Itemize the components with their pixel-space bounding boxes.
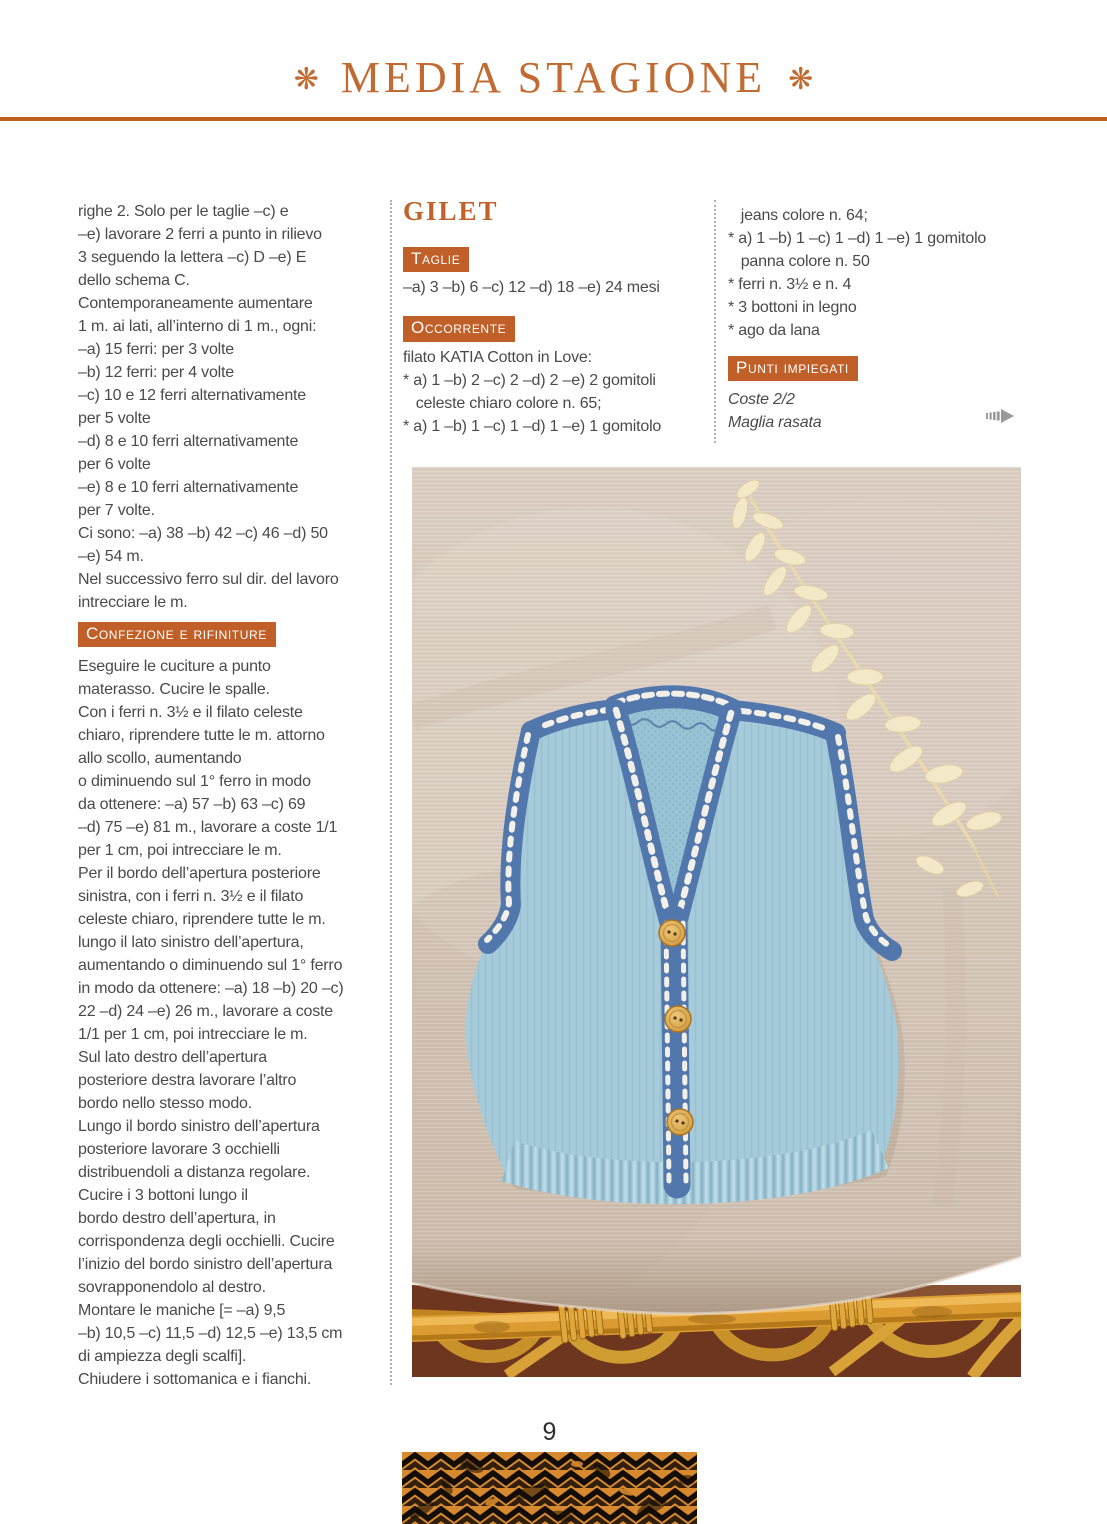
text-line: Montare le maniche [= –a) 9,5 — [78, 1302, 286, 1320]
text-line: –b) 12 ferri: per 4 volte — [78, 364, 234, 381]
text-line: allo scollo, aumentando — [78, 750, 242, 768]
wooden-button — [667, 1109, 693, 1135]
instructions-paragraph — [78, 200, 390, 614]
text-line: Nel successivo ferro sul dir. del lavoro — [78, 571, 339, 588]
text-line: righe 2. Solo per le taglie –c) e — [78, 203, 289, 220]
text-line: 22 –d) 24 –e) 26 m., lavorare a coste — [78, 1003, 333, 1021]
text-line: * a) 1 –b) 2 –c) 2 –d) 2 –e) 2 gomitoli — [403, 371, 656, 389]
text-line: sovrapponendolo al destro. — [78, 1279, 266, 1297]
text-line: Con i ferri n. 3½ e il filato celeste — [78, 704, 303, 722]
finishing-paragraph — [78, 655, 390, 1391]
text-line: Lungo il bordo sinistro dell’apertura — [78, 1118, 320, 1136]
text-line: Chiudere i sottomanica e i fianchi. — [78, 1371, 312, 1389]
wooden-button — [659, 920, 685, 946]
section-tag-occorrente: Occorrente — [403, 316, 515, 341]
text-line: * ago da lana — [728, 322, 820, 339]
stitches-list — [728, 388, 1028, 434]
text-line: jeans colore n. 64; — [728, 207, 868, 224]
middle-column — [403, 196, 708, 438]
text-line: celeste chiaro colore n. 65; — [403, 394, 602, 412]
text-line: –e) lavorare 2 ferri a punto in rilievo — [78, 226, 322, 243]
materials-list — [403, 346, 708, 438]
pattern-title: GILET — [403, 196, 499, 226]
text-line: 1 m. ai lati, all’interno di 1 m., ogni: — [78, 318, 317, 335]
text-line: * ferri n. 3½ e n. 4 — [728, 276, 852, 293]
text-line: –d) 75 –e) 81 m., lavorare a coste 1/1 — [78, 819, 338, 837]
page-title: MEDIA STAGIONE — [340, 53, 767, 102]
text-line: Cucire i 3 bottoni lungo il — [78, 1187, 248, 1205]
text-line: lungo il lato sinistro dell’apertura, — [78, 934, 304, 952]
text-line: Maglia rasata — [728, 414, 822, 432]
text-line: distribuendoli a distanza regolare. — [78, 1164, 311, 1182]
vest-photo — [412, 467, 1021, 1377]
section-tag-confezione: Confezione e rifiniture — [78, 622, 276, 647]
right-column — [728, 198, 1028, 434]
text-line: * 3 bottoni in legno — [728, 299, 857, 316]
text-line: –a) 3 –b) 6 –c) 12 –d) 18 –e) 24 mesi — [403, 279, 660, 297]
text-line: –d) 8 e 10 ferri alternativamente — [78, 433, 299, 450]
page-number: 9 — [542, 1418, 557, 1446]
wooden-button — [665, 1006, 691, 1032]
text-line: Eseguire le cuciture a punto — [78, 658, 271, 676]
sizes-line — [403, 276, 708, 299]
text-line: in modo da ottenere: –a) 18 –b) 20 –c) — [78, 980, 344, 998]
text-line: per 6 volte — [78, 456, 151, 473]
text-line: celeste chiaro, riprendere tutte le m. — [78, 911, 326, 929]
text-line: per 1 cm, poi intrecciare le m. — [78, 842, 282, 860]
text-line: sinistra, con i ferri n. 3½ e il filato — [78, 888, 304, 906]
text-line: corrispondenza degli occhielli. Cucire — [78, 1233, 335, 1251]
text-line: posteriore lavorare 3 occhielli — [78, 1141, 280, 1159]
text-line: intrecciare le m. — [78, 594, 188, 611]
left-column — [78, 200, 390, 1391]
text-line: Sul lato destro dell’apertura — [78, 1049, 267, 1067]
text-line: Per il bordo dell’apertura posteriore — [78, 865, 321, 883]
text-line: 1/1 per 1 cm, poi intrecciare le m. — [78, 1026, 308, 1044]
text-line: per 5 volte — [78, 410, 151, 427]
section-tag-punti: Punti impiegati — [728, 356, 858, 381]
flower-ornament-icon-left: ❋ — [293, 62, 319, 96]
text-line: posteriore destra lavorare l’altro — [78, 1072, 297, 1090]
text-line: filato KATIA Cotton in Love: — [403, 348, 592, 366]
section-tag-taglie: Taglie — [403, 247, 469, 272]
text-line: Contemporaneamente aumentare — [78, 295, 313, 312]
text-line: –e) 8 e 10 ferri alternativamente — [78, 479, 299, 496]
text-line: * a) 1 –b) 1 –c) 1 –d) 1 –e) 1 gomitolo — [403, 417, 662, 435]
text-line: o diminuendo sul 1° ferro in modo — [78, 773, 311, 791]
text-line: di ampiezza degli scalfi]. — [78, 1348, 247, 1366]
text-line: Ci sono: –a) 38 –b) 42 –c) 46 –d) 50 — [78, 525, 328, 542]
materials-list-continued — [728, 204, 1028, 342]
text-line: l’inizio del bordo sinistro dell’apertura — [78, 1256, 333, 1274]
text-line: da ottenere: –a) 57 –b) 63 –c) 69 — [78, 796, 306, 814]
masthead — [0, 52, 1107, 103]
text-line: Coste 2/2 — [728, 391, 795, 409]
continue-arrow-icon — [986, 408, 1016, 424]
photo-illustration — [412, 467, 1021, 1377]
text-line: –b) 10,5 –c) 11,5 –d) 12,5 –e) 13,5 cm — [78, 1325, 343, 1343]
column-divider-left — [390, 200, 392, 1385]
header-rule — [0, 117, 1107, 121]
text-line: –a) 15 ferri: per 3 volte — [78, 341, 234, 358]
knit-texture-image — [402, 1452, 697, 1524]
text-line: dello schema C. — [78, 272, 190, 289]
flower-ornament-icon-right: ❋ — [788, 62, 814, 96]
text-line: bordo nello stesso modo. — [78, 1095, 252, 1113]
text-line: materasso. Cucire le spalle. — [78, 681, 270, 699]
text-line: aumentando o diminuendo sul 1° ferro — [78, 957, 343, 975]
text-line: per 7 volte. — [78, 502, 155, 519]
text-line: panna colore n. 50 — [728, 253, 870, 270]
text-line: –e) 54 m. — [78, 548, 144, 565]
text-line: 3 seguendo la lettera –c) D –e) E — [78, 249, 307, 266]
text-line: chiaro, riprendere tutte le m. attorno — [78, 727, 325, 745]
column-divider-right — [714, 200, 716, 443]
text-line: bordo destro dell’apertura, in — [78, 1210, 276, 1228]
text-line: –c) 10 e 12 ferri alternativamente — [78, 387, 306, 404]
text-line: * a) 1 –b) 1 –c) 1 –d) 1 –e) 1 gomitolo — [728, 230, 987, 247]
knit-vest — [466, 694, 905, 1199]
